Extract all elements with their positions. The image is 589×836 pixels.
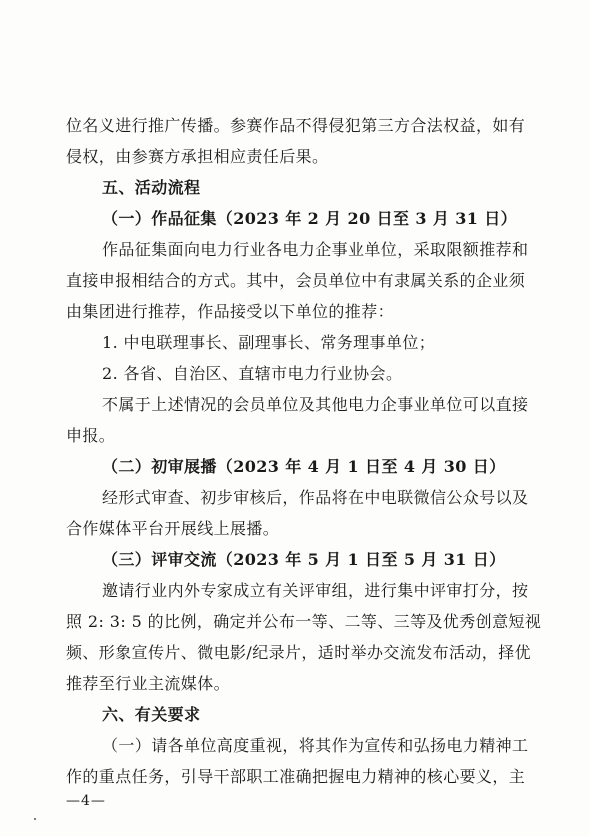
paragraph-line: 直接申报相结合的方式。其中，会员单位中有隶属关系的企业须 bbox=[66, 271, 526, 290]
paragraph-line: 作品征集面向电力行业各电力企事业单位，采取限额推荐和 bbox=[102, 240, 529, 259]
paragraph-line: 频、形象宣传片、微电影/纪录片，适时举办交流发布活动，择优 bbox=[66, 643, 531, 662]
paragraph-line: 申报。 bbox=[66, 426, 116, 445]
paragraph-line: 照 2: 3: 5 的比例，确定并公布一等、二等、三等及优秀创意短视 bbox=[66, 612, 542, 631]
paragraph-line: 侵权，由参赛方承担相应责任后果。 bbox=[66, 147, 329, 166]
subsection-heading-preliminary-review: （二）初审展播（2023 年 4 月 1 日至 4 月 30 日） bbox=[102, 457, 506, 476]
page-number: —4— bbox=[66, 793, 106, 809]
paragraph-line: 合作媒体平台开展线上展播。 bbox=[66, 519, 280, 538]
paragraph-line: 经形式审查、初步审核后，作品将在中电联微信公众号以及 bbox=[102, 488, 529, 507]
list-item: 2. 各省、自治区、直辖市电力行业协会。 bbox=[102, 364, 403, 383]
paragraph-line: 作的重点任务，引导干部职工准确把握电力精神的核心要义，主 bbox=[66, 767, 526, 786]
scan-speck bbox=[34, 818, 36, 820]
section-heading-activity-process: 五、活动流程 bbox=[102, 178, 201, 197]
paragraph-line: 不属于上述情况的会员单位及其他电力企事业单位可以直接 bbox=[102, 395, 529, 414]
paragraph-line: 推荐至行业主流媒体。 bbox=[66, 674, 231, 693]
subsection-heading-collection: （一）作品征集（2023 年 2 月 20 日至 3 月 31 日） bbox=[102, 209, 518, 228]
paragraph-line: 邀请行业内外专家成立有关评审组，进行集中评审打分，按 bbox=[102, 581, 529, 600]
paragraph-line: （一）请各单位高度重视，将其作为宣传和弘扬电力精神工 bbox=[102, 736, 529, 755]
list-item: 1. 中电联理事长、副理事长、常务理事单位； bbox=[102, 333, 436, 352]
paragraph-line: 由集团进行推荐，作品接受以下单位的推荐： bbox=[66, 302, 395, 321]
subsection-heading-review-exchange: （三）评审交流（2023 年 5 月 1 日至 5 月 31 日） bbox=[102, 550, 506, 569]
paragraph-line: 位名义进行推广传播。参赛作品不得侵犯第三方合法权益，如有 bbox=[66, 116, 526, 135]
section-heading-requirements: 六、有关要求 bbox=[102, 705, 201, 724]
